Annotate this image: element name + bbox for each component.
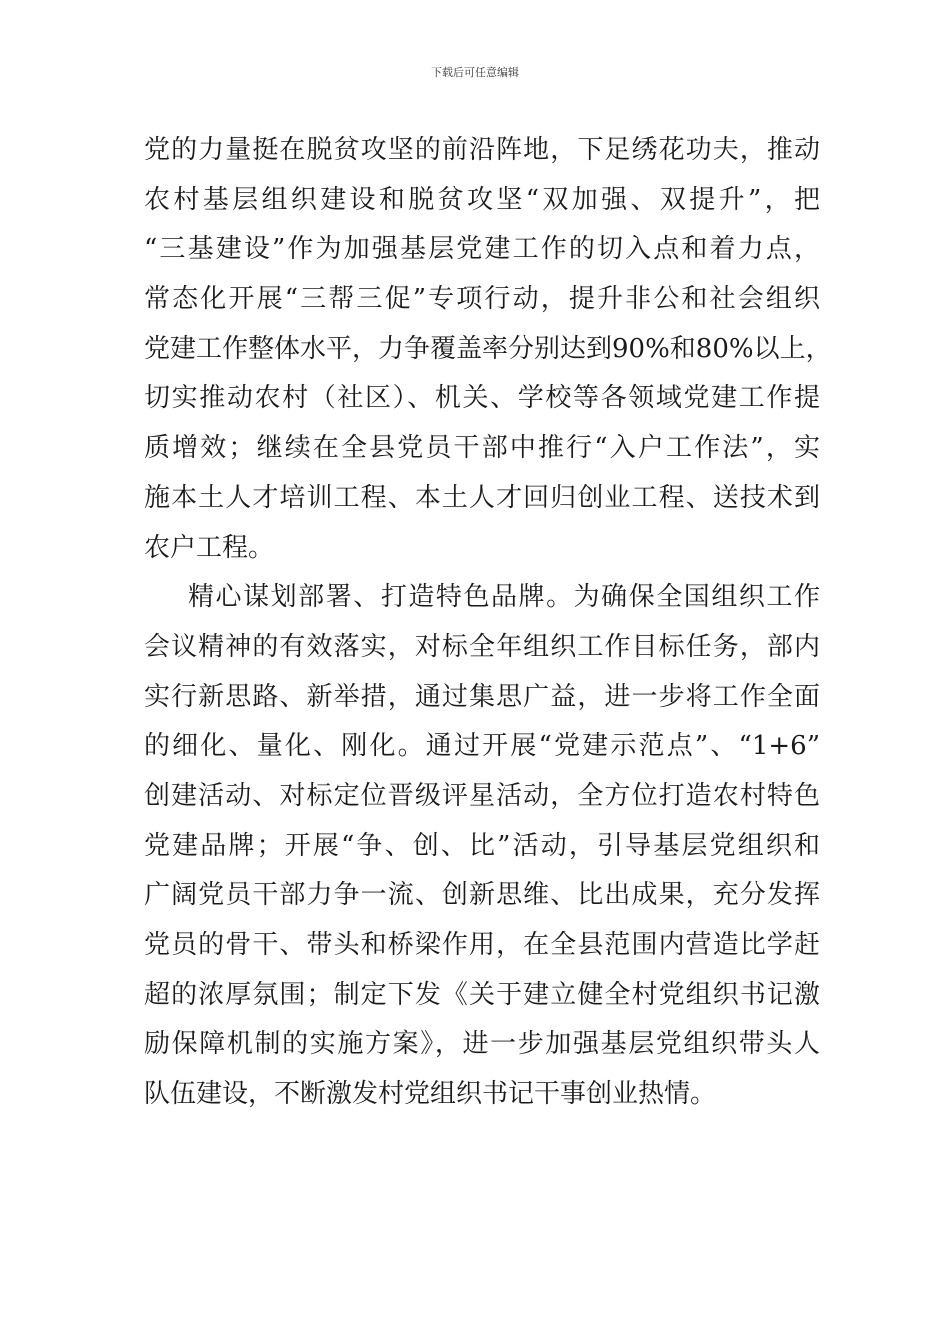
paragraph-line: 广阔党员干部力争一流、创新思维、比出成果，充分发挥 <box>144 880 820 911</box>
paragraph-line: 队伍建设，不断激发村党组织书记干事创业热情。 <box>144 1079 717 1110</box>
paragraph-line: 会议精神的有效落实，对标全年组织工作目标任务，部内 <box>144 631 820 662</box>
paragraph-line: 超的浓厚氛围；制定下发《关于建立健全村党组织书记激 <box>144 979 820 1010</box>
paragraph-line: 党员的骨干、带头和桥梁作用，在全县范围内营造比学赶 <box>144 930 820 960</box>
paragraph-1 <box>144 126 832 573</box>
document-body <box>144 126 832 1120</box>
paragraph-line: 农户工程。 <box>144 532 275 563</box>
paragraph-line: 实行新思路、新举措，通过集思广益，进一步将工作全面 <box>144 681 820 712</box>
paragraph-line: 常态化开展“三帮三促”专项行动，提升非公和社会组织 <box>144 284 820 315</box>
paragraph-2 <box>144 573 820 1120</box>
paragraph-line: 的细化、量化、刚化。通过开展“党建示范点”、“1+6” <box>144 731 820 762</box>
paragraph-line: “三基建设”作为加强基层党建工作的切入点和着力点， <box>144 234 820 265</box>
paragraph-line: 党建工作整体水平，力争覆盖率分别达到90%和80%以上， <box>144 333 832 364</box>
paragraph-line: 党的力量挺在脱贫攻坚的前沿阵地，下足绣花功夫，推动 <box>144 135 820 165</box>
paragraph-line: 农村基层组织建设和脱贫攻坚“双加强、双提升”，把 <box>144 184 820 215</box>
page-header: 下载后可任意编辑 <box>431 66 519 79</box>
paragraph-line: 党建品牌；开展“争、创、比”活动，引导基层党组织和 <box>144 830 820 861</box>
paragraph-line: 施本土人才培训工程、本土人才回归创业工程、送技术到 <box>144 482 820 513</box>
paragraph-line: 质增效；继续在全县党员干部中推行“入户工作法”，实 <box>144 433 820 464</box>
paragraph-line: 励保障机制的实施方案》，进一步加强基层党组织带头人 <box>144 1029 820 1060</box>
paragraph-line: 精心谋划部署、打造特色品牌。为确保全国组织工作 <box>188 582 820 613</box>
paragraph-line: 切实推动农村（社区）、机关、学校等各领域党建工作提 <box>144 383 820 414</box>
paragraph-line: 创建活动、对标定位晋级评星活动，全方位打造农村特色 <box>144 780 820 811</box>
